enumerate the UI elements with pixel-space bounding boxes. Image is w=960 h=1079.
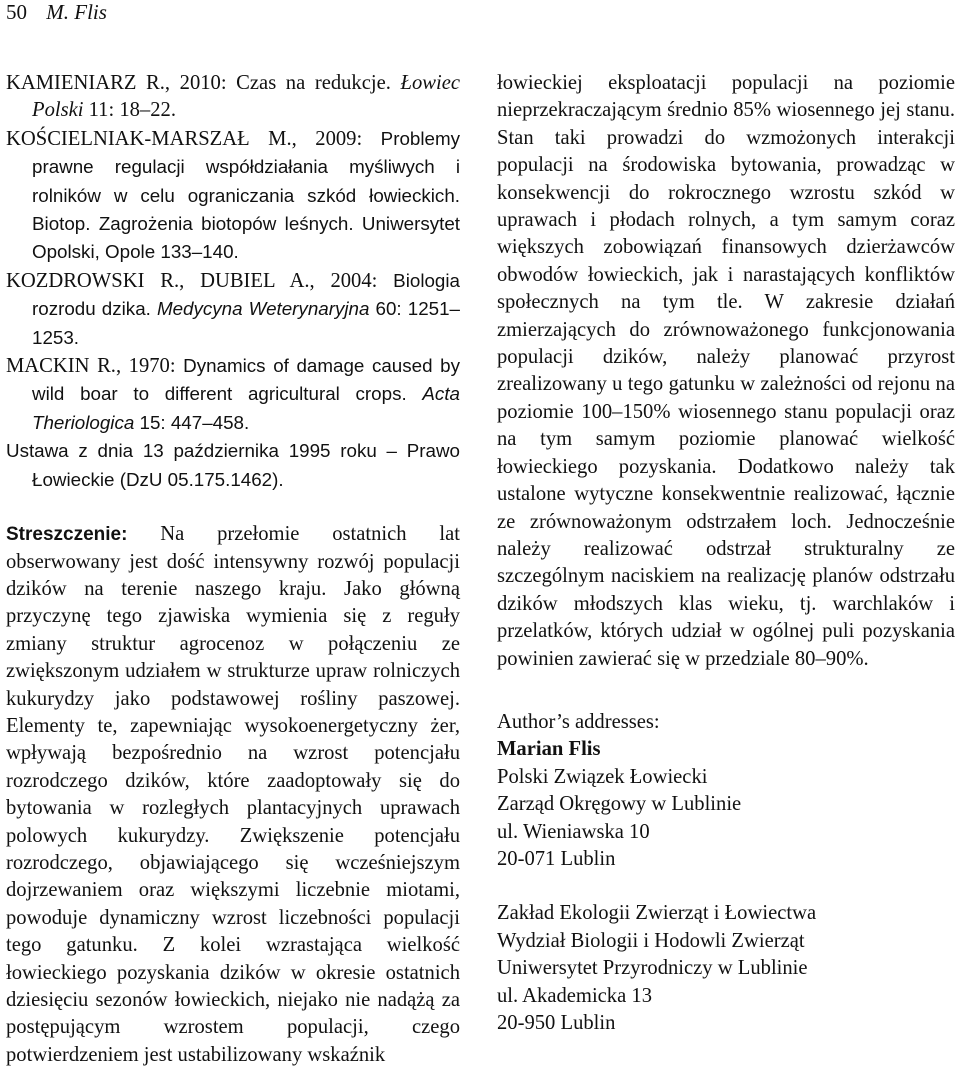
reference-authors: KAMIENIARZ R., 2010: xyxy=(6,72,237,94)
abstract-continuation: łowieckiej eksploatacji populacji na poziomie nieprzekraczającym średnio 85% wiosennego jej stanu. Stan taki prowadzi do wzmożonych interakcji populacji na środowiska bytowania, prowadząc w konsekwencji do rokrocznego wzrostu szkód w uprawach i płodach rolnych, a tym samym coraz większych zobowiązań finansowych dzierżawców obwodów łowieckich, jak i narastających konfliktów społecznych na tym tle. W zakresie działań zmierzających do zrównoważonego funkcjonowania populacji dzików, należy planować przyrost zrealizowany u tego gatunku w zależności od rejonu na poziomie 100–150% wiosennego stanu populacji oraz na tym samym poziomie planować wielkość łowieckiego pozyskania. Dodatkowo należy tak ustalone wytyczne konsekwentnie realizować, łącznie ze zrównoważonym odstrzałem loch. Jednocześnie należy realizować odstrzał strukturalny ze szczególnym naciskiem na realizację planów odstrzału dzików młodszych klas wieku, tj. warchlaków i przelatków, których udział w ogólnej puli pozyskania powinien zawierać się w przedziale 80–90%. xyxy=(497,72,955,670)
reference-authors: MACKIN R., 1970: xyxy=(6,355,184,378)
reference-list xyxy=(6,70,460,494)
address-line: Wydział Biologii i Hodowli Zwierząt xyxy=(497,929,805,952)
reference-item xyxy=(6,267,460,352)
reference-item xyxy=(6,125,460,267)
reference-pages: 60: 1251–1253. xyxy=(32,298,460,348)
address-block-1 xyxy=(497,736,955,873)
reference-item xyxy=(6,70,460,125)
reference-authors: KOZDROWSKI R., DUBIEL A., 2004: xyxy=(6,269,394,292)
reference-pages: 11: 18–22. xyxy=(83,99,176,122)
address-line: ul. Akademicka 13 xyxy=(497,984,652,1007)
running-header xyxy=(6,0,107,24)
abstract-paragraph xyxy=(6,521,460,1069)
right-column xyxy=(497,70,955,1037)
address-block-2 xyxy=(497,900,955,1037)
reference-title: Ustawa z dnia 13 października 1995 roku – Prawo Łowieckie (DzU 05.175.1462). xyxy=(6,440,460,490)
reference-title: Dynamics of damage caused by wild boar to different agricultural crops. xyxy=(32,355,460,405)
reference-journal: Acta Theriologica xyxy=(32,383,460,433)
address-line: ul. Wieniawska 10 xyxy=(497,820,650,843)
reference-authors: KOŚCIELNIAK-MARSZAŁ M., 2009: xyxy=(6,127,381,150)
abstract-label: Streszczenie: xyxy=(6,524,128,546)
reference-journal: Łowiec Polski xyxy=(32,72,460,122)
address-line: 20-950 Lublin xyxy=(497,1012,616,1034)
abstract-text: Na przełomie ostatnich lat obserwowany jest dość intensywny rozwój populacji dzików na terenie naszego kraju. Jako główną przyczynę tego zjawiska wymienia się z reguły zmiany struktur agrocenoz w połączeniu ze zwiększonym udziałem w strukturze upraw rolniczych kukurydzy jako podstawowej rośliny paszowej. Elementy te, zapewniając wysokoenergetyczny żer, wpływają bezpośrednio na wzrost potencjału rozrodczego dzików, które zaadoptowały się do bytowania w rozległych plantacyjnych uprawach polowych kukurydzy. Zwiększenie potencjału rozrodczego, objawiającego się wcześniejszym dojrzewaniem oraz większymi liczebnie miotami, powoduje dynamiczny wzrost liczebności populacji tego gatunku. Z kolei wzrastająca wielkość łowieckiego pozyskania dzików w okresie ostatnich dziesięciu sezonów łowieckich, niejako nie nadążą za postępującym wzrostem populacji, czego potwierdzeniem jest ustabilizowany wskaźnik xyxy=(6,523,460,1066)
address-line: Zarząd Okręgowy w Lublinie xyxy=(497,793,742,816)
address-line: Zakład Ekologii Zwierząt i Łowiectwa xyxy=(497,902,817,925)
reference-title: Biologia rozrodu dzika. xyxy=(32,269,460,320)
address-line: Polski Związek Łowiecki xyxy=(497,765,708,788)
reference-title: Problemy prawne regulacji współdziałania myśliwych i rolników w celu ograniczania szkód łowieckich. Biotop. Zagrożenia biotopów leśnych. Uniwersytet Opolski, Opole 133–140. xyxy=(32,127,460,263)
addresses-heading: Author’s addresses: xyxy=(497,710,660,733)
reference-pages: 15: 447–458. xyxy=(134,411,250,433)
author-name: Marian Flis xyxy=(497,738,601,761)
running-author: M. Flis xyxy=(46,0,107,24)
address-line: 20-071 Lublin xyxy=(497,847,616,870)
left-column xyxy=(6,70,460,1069)
reference-title: Czas na redukcje. xyxy=(236,72,401,94)
reference-journal: Medycyna Weterynaryjna xyxy=(156,298,370,320)
reference-item xyxy=(6,437,460,494)
address-line: Uniwersytet Przyrodniczy w Lublinie xyxy=(497,957,808,980)
page-number: 50 xyxy=(6,0,27,24)
reference-item xyxy=(6,352,460,437)
